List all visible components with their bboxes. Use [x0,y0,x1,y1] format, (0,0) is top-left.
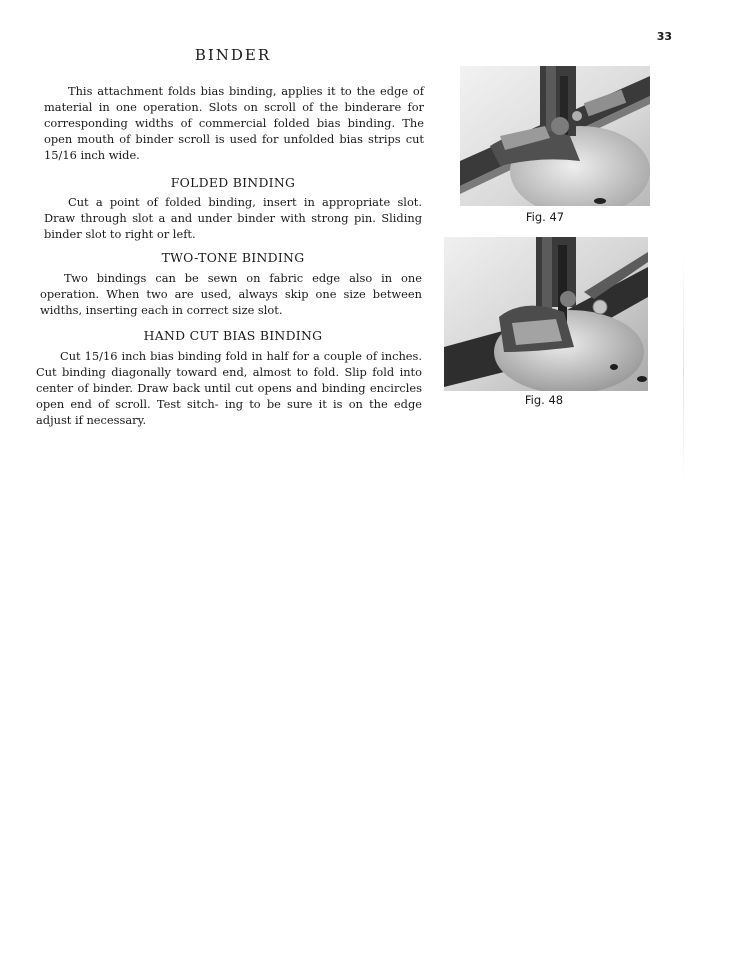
figure-48-photo [444,237,648,391]
folded-binding-paragraph: Cut a point of folded binding, insert in appropriate slot. Draw through slot a and under binder with strong pin. Sliding binder slot to right or left. [44,195,422,241]
hand-cut-bias-binding-paragraph: Cut 15/16 inch bias binding fold in half for a couple of inches. Cut binding diagonally toward end, almost to fold. Slip fold into center of binder. Draw back until cut opens and binding encircles open end of scroll. Test sitch- ing to be sure it is on the edge adjust if necessary. [36,349,422,427]
two-tone-binding-paragraph: Two bindings can be sewn on fabric edge also in one operation. When two are used, always skip one size between widths, inserting each in correct size slot. [40,271,422,317]
heading-hand-cut-bias-binding: HAND CUT BIAS BINDING [143,328,323,343]
page-title: BINDER [194,46,272,64]
heading-two-tone-binding: TWO-TONE BINDING [161,250,305,265]
figure-47-photo [460,66,650,206]
page-number: 33 [656,30,672,43]
intro-paragraph: This attachment folds bias binding, applies it to the edge of material in one operation. Slots on scroll of the binderare for corresponding widths of commercial folded bias binding. The open mouth of binder scroll is used for unfolded bias strips cut 15/16 inch wide. [44,84,424,162]
heading-folded-binding: FOLDED BINDING [170,175,296,190]
figure-47-caption: Fig. 47 [525,210,565,224]
scan-artifact-line [683,250,684,490]
figure-48-caption: Fig. 48 [524,393,564,407]
